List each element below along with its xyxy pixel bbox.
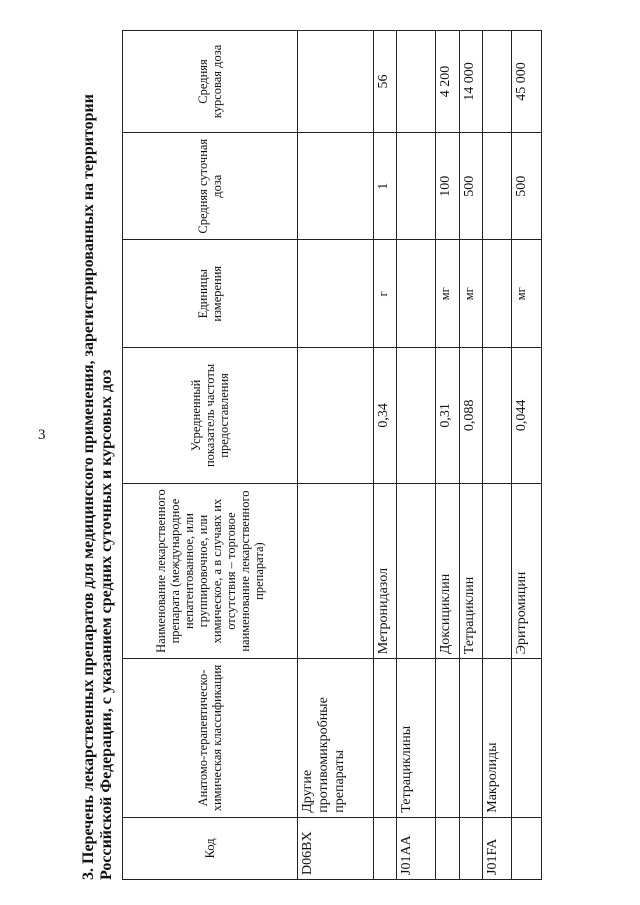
cell-course: 4 200 — [435, 31, 459, 133]
header-code: Код — [123, 817, 298, 879]
header-daily-dose: Средняя суточная доза — [123, 132, 298, 240]
table-row — [483, 31, 511, 880]
section-heading — [80, 30, 116, 880]
cell-daily: 100 — [435, 132, 459, 240]
cell-indicator: 0,088 — [459, 348, 483, 484]
cell-unit: мг — [435, 240, 459, 348]
cell-course: 45 000 — [511, 31, 541, 133]
cell-name: Эритромицин — [511, 483, 541, 658]
header-name: Наименование лекарственного препарата (международное непатентованное, или группировочное, или химическое, а в случаях их отсутствия – торговое наименование лекарственного препарата) — [123, 483, 298, 658]
table-row — [298, 31, 374, 880]
cell-code — [511, 817, 541, 879]
cell-daily: 500 — [511, 132, 541, 240]
cell-classification — [435, 659, 459, 817]
cell-daily: 1 — [373, 132, 396, 240]
cell-code — [435, 817, 459, 879]
cell-classification: Другие противомикробные препараты — [298, 659, 374, 817]
cell-unit — [483, 240, 511, 348]
cell-code — [373, 817, 396, 879]
cell-course: 56 — [373, 31, 396, 133]
cell-course — [396, 31, 435, 133]
cell-daily — [396, 132, 435, 240]
heading-line-2: Российской Федерации, с указанием средних суточных и курсовых доз — [98, 369, 115, 880]
cell-course: 14 000 — [459, 31, 483, 133]
cell-name: Доксициклин — [435, 483, 459, 658]
cell-indicator — [396, 348, 435, 484]
cell-name: Метронидазол — [373, 483, 396, 658]
cell-indicator: 0,31 — [435, 348, 459, 484]
page-number: 3 — [38, 427, 46, 443]
cell-code — [459, 817, 483, 879]
header-course-dose: Средняя курсовая доза — [123, 31, 298, 133]
table-row — [459, 31, 483, 880]
cell-unit: г — [373, 240, 396, 348]
heading-line-1: 3. Перечень лекарственных препаратов для медицинского применения, зарегистрированных на территории — [80, 94, 97, 880]
cell-name — [298, 483, 374, 658]
cell-unit — [396, 240, 435, 348]
header-indicator: Усредненный показатель частоты предоставления — [123, 348, 298, 484]
header-classification: Анатомо-терапевтическо-химическая классификация — [123, 659, 298, 817]
cell-indicator — [483, 348, 511, 484]
table-row — [511, 31, 541, 880]
rotated-inner — [80, 30, 600, 880]
cell-classification — [373, 659, 396, 817]
rotated-page-content — [80, 30, 640, 880]
header-unit: Единицы измерения — [123, 240, 298, 348]
cell-classification — [511, 659, 541, 817]
cell-name — [396, 483, 435, 658]
cell-name: Тетрациклин — [459, 483, 483, 658]
cell-daily — [483, 132, 511, 240]
cell-daily — [298, 132, 374, 240]
table-row — [373, 31, 396, 880]
cell-code: J01AA — [396, 817, 435, 879]
cell-name — [483, 483, 511, 658]
cell-indicator: 0,34 — [373, 348, 396, 484]
cell-unit — [298, 240, 374, 348]
drug-table — [122, 30, 542, 880]
cell-code: D06BX — [298, 817, 374, 879]
cell-code: J01FA — [483, 817, 511, 879]
table-row — [435, 31, 459, 880]
table-header-row — [123, 31, 298, 880]
cell-daily: 500 — [459, 132, 483, 240]
cell-classification: Тетрациклины — [396, 659, 435, 817]
cell-unit: мг — [459, 240, 483, 348]
cell-classification — [459, 659, 483, 817]
cell-course — [483, 31, 511, 133]
table-row — [396, 31, 435, 880]
cell-indicator — [298, 348, 374, 484]
cell-classification: Макролиды — [483, 659, 511, 817]
cell-unit: мг — [511, 240, 541, 348]
cell-indicator: 0,044 — [511, 348, 541, 484]
cell-course — [298, 31, 374, 133]
